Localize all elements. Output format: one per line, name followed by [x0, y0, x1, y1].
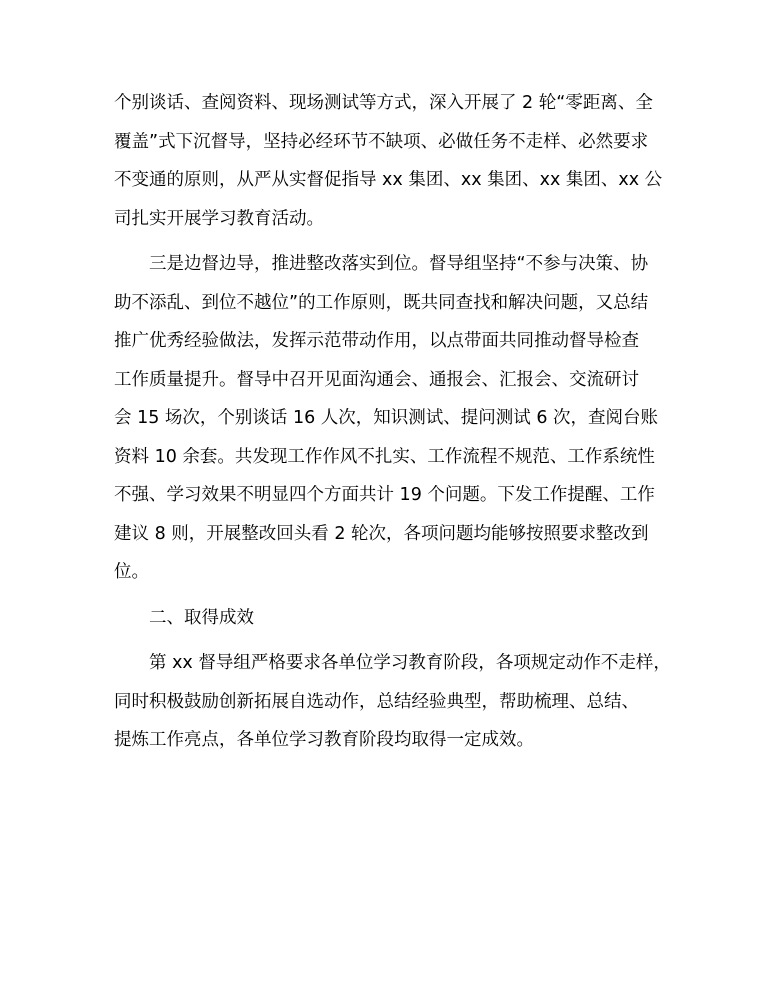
text-line: 司扎实开展学习教育活动。 — [114, 208, 324, 229]
text-line: 三是边督边导，推进整改落实到位。督导组坚持“不参与决策、协 — [149, 254, 649, 274]
text-line: 不强、学习效果不明显四个方面共计 19 个问题。下发工作提醒、工作 — [114, 485, 655, 505]
text-line: 推广优秀经验做法，发挥示范带动作用，以点带面共同推动督导检查 — [114, 331, 639, 351]
text-line: 建议 8 则，开展整改回头看 2 轮次，各项问题均能够按照要求整改到 — [114, 523, 649, 544]
text-line: 位。 — [114, 562, 149, 582]
text-line: 提炼工作亮点，各单位学习教育阶段均取得一定成效。 — [114, 730, 534, 750]
paragraph-supervision-methods — [114, 84, 663, 238]
text-line: 资料 10 余套。共发现工作作风不扎实、工作流程不规范、工作系统性 — [114, 446, 655, 467]
text-line: 同时积极鼓励创新拓展自选动作，总结经验典型，帮助梳理、总结、 — [114, 691, 639, 712]
text-line: 第 xx 督导组严格要求各单位学习教育阶段，各项规定动作不走样， — [149, 653, 671, 673]
section-heading-results — [114, 599, 660, 638]
document-body — [114, 84, 671, 760]
text-line: 会 15 场次，个别谈话 16 人次，知识测试、提问测试 6 次，查阅台账 — [114, 408, 659, 428]
text-line: 工作质量提升。督导中召开见面沟通会、通报会、汇报会、交流研讨 — [114, 369, 639, 390]
text-line: 助不添乱、到位不越位”的工作原则，既共同查找和解决问题，又总结 — [114, 292, 649, 313]
text-line: 覆盖”式下沉督导，坚持必经环节不缺项、必做任务不走样、必然要求 — [114, 131, 649, 152]
paragraph-rectification — [114, 245, 660, 592]
text-line: 个别谈话、查阅资料、现场测试等方式，深入开展了 2 轮“零距离、全 — [114, 93, 653, 113]
paragraph-results — [114, 644, 671, 760]
heading-text: 二、取得成效 — [149, 607, 254, 628]
text-line: 不变通的原则，从严从实督促指导 xx 集团、xx 集团、xx 集团、xx 公 — [114, 170, 663, 190]
